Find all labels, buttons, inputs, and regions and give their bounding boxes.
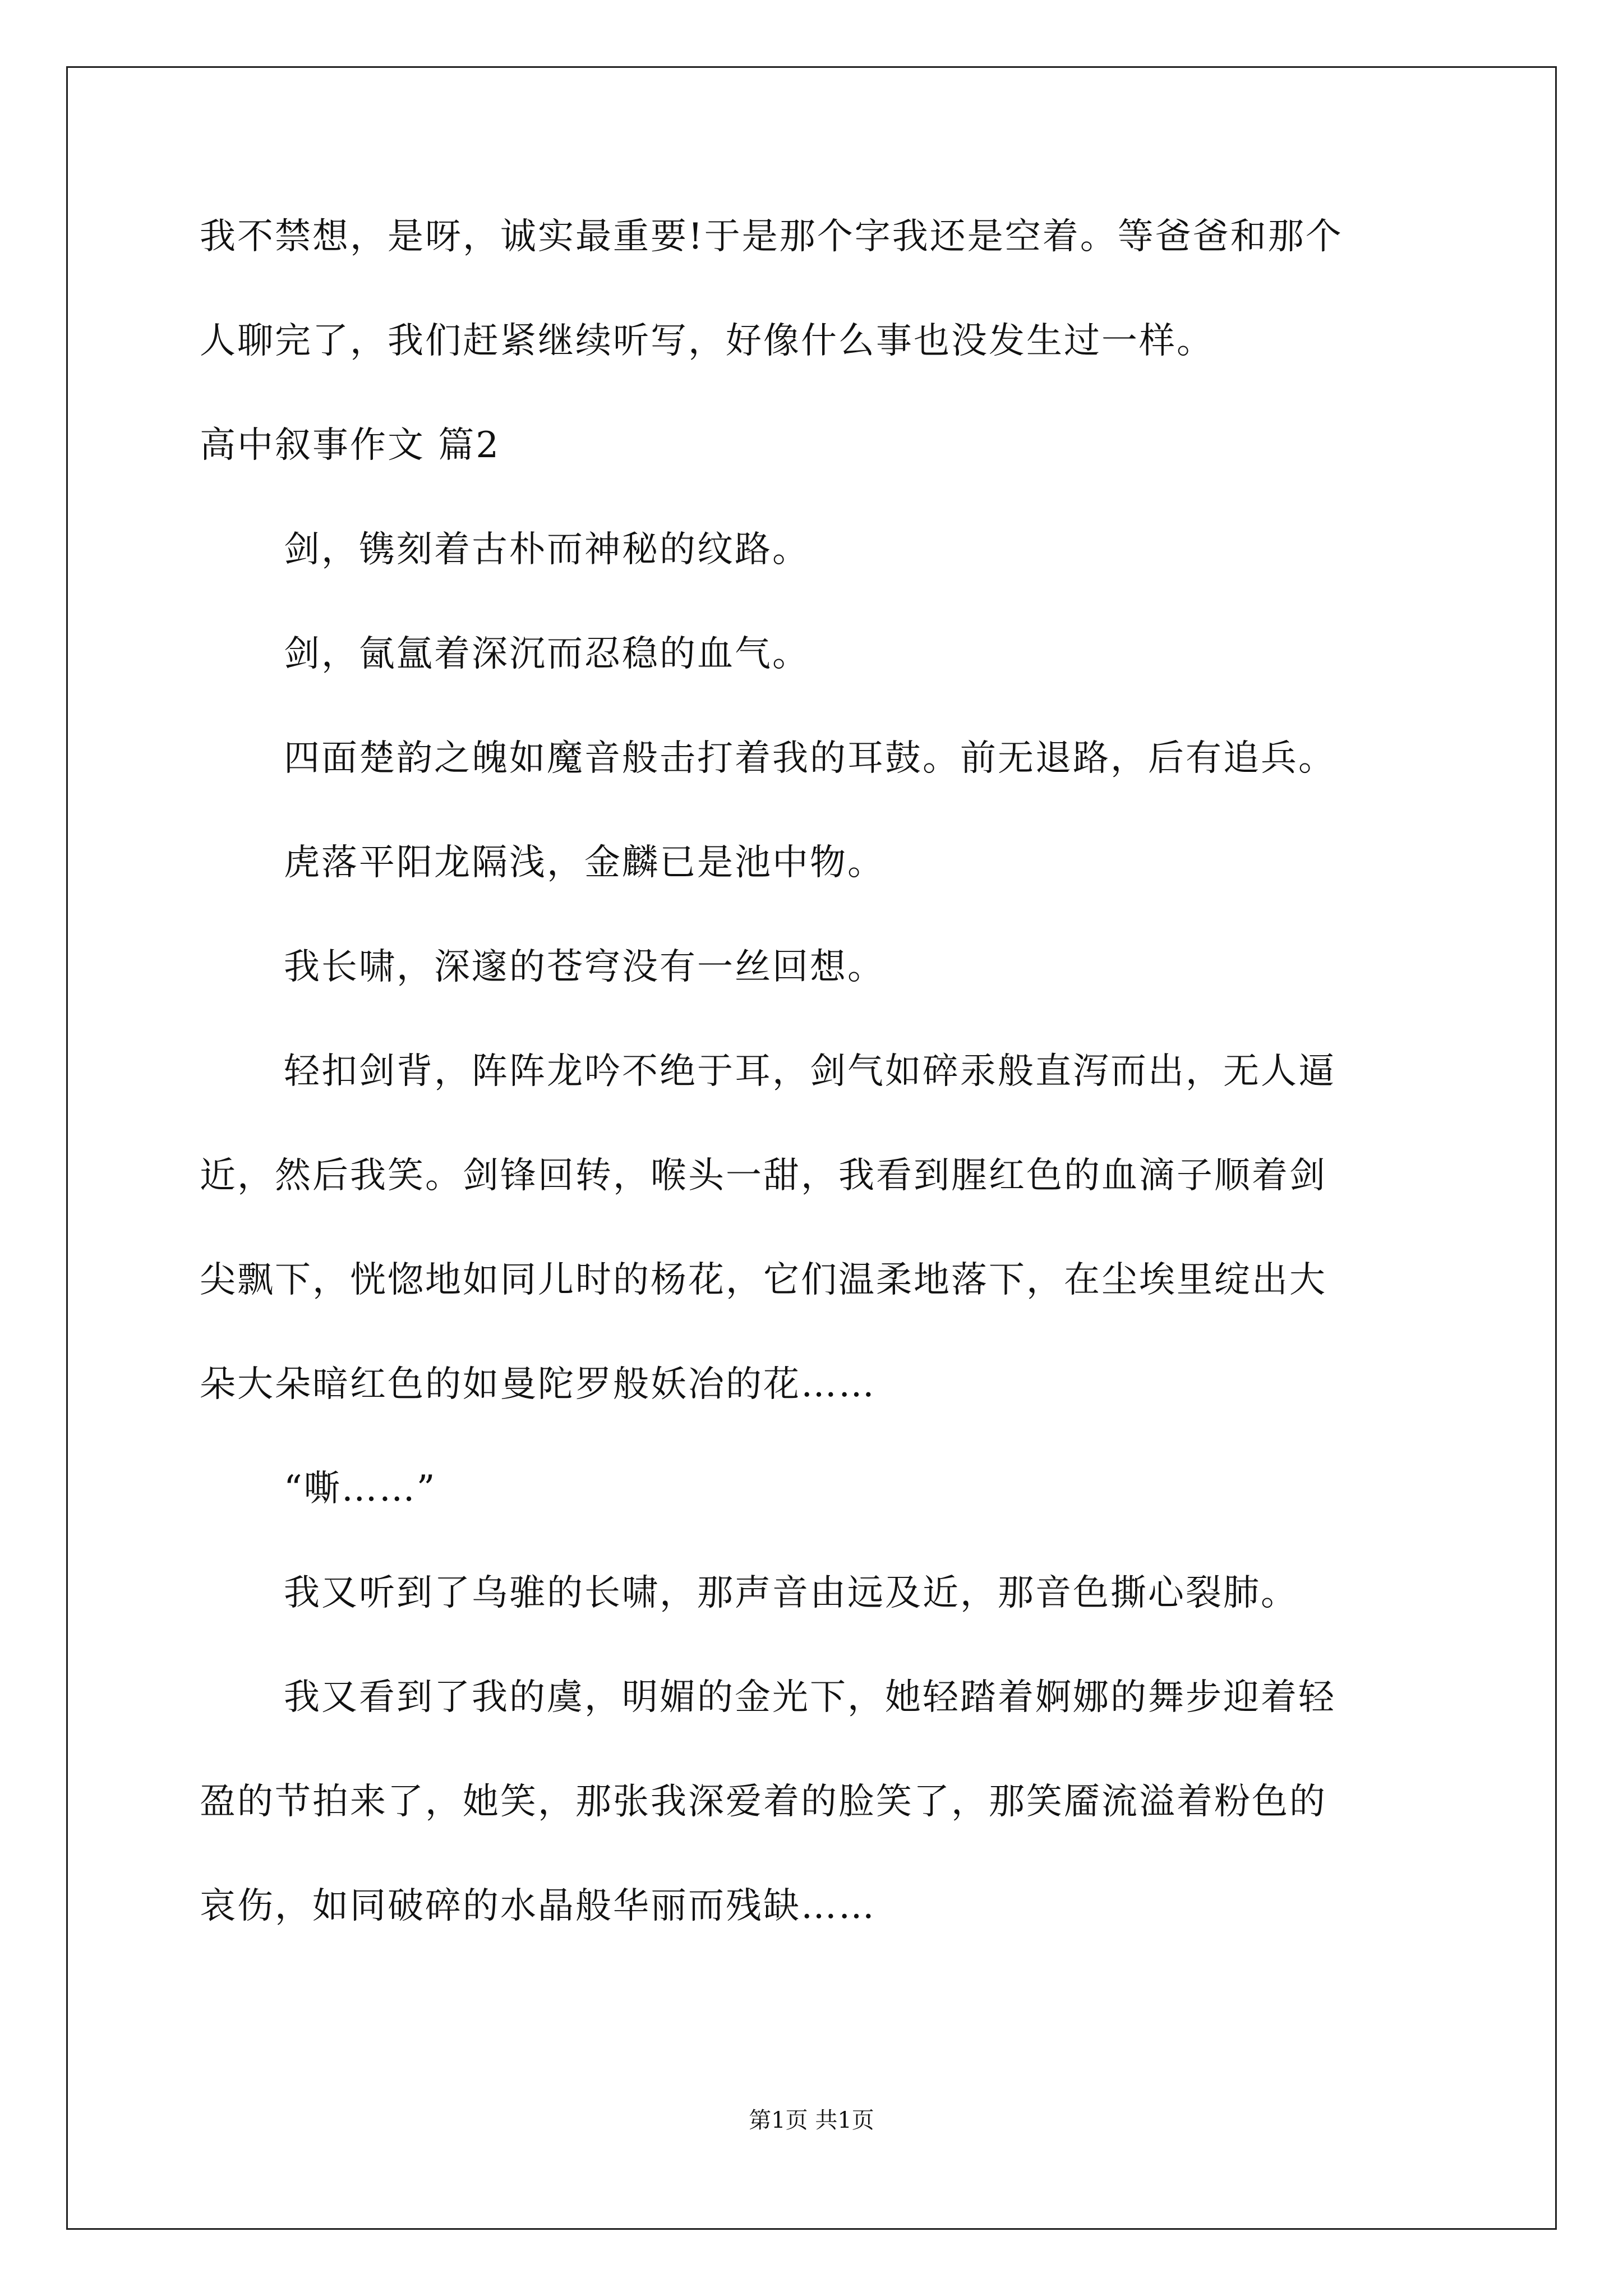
paragraph-line: 尖飘下，恍惚地如同儿时的杨花，它们温柔地落下，在尘埃里绽出大 <box>200 1259 1327 1301</box>
paragraph-line: 哀伤，如同破碎的水晶般华丽而残缺…… <box>200 1885 876 1927</box>
paragraph-line: 盈的节拍来了，她笑，那张我深爱着的脸笑了，那笑靥流溢着粉色的 <box>200 1781 1327 1823</box>
paragraph-line: 剑，镌刻着古朴而神秘的纹路。 <box>284 529 810 570</box>
paragraph-line: 朵大朵暗红色的如曼陀罗般妖冶的花…… <box>200 1364 876 1405</box>
paragraph-line: 剑，氤氲着深沉而忍稳的血气。 <box>284 633 810 675</box>
paragraph-line: 我长啸，深邃的苍穹没有一丝回想。 <box>284 946 885 988</box>
paragraph-line: 我又看到了我的虞，明媚的金光下，她轻踏着婀娜的舞步迎着轻 <box>284 1677 1336 1718</box>
paragraph-line: 虎落平阳龙隔浅，金麟已是池中物。 <box>284 842 885 884</box>
paragraph-line: 人聊完了，我们赶紧继续听写，好像什么事也没发生过一样。 <box>200 320 1214 362</box>
page-number-footer: 第1页 共1页 <box>749 2108 874 2133</box>
paragraph-line: 近，然后我笑。剑锋回转，喉头一甜，我看到腥红色的血滴子顺着剑 <box>200 1155 1327 1197</box>
paragraph-line: 轻扣剑背，阵阵龙吟不绝于耳，剑气如碎汞般直泻而出，无人逼 <box>284 1051 1336 1092</box>
paragraph-line: 四面楚韵之魄如魔音般击打着我的耳鼓。前无退路，后有追兵。 <box>284 738 1336 779</box>
paragraph-line: 我不禁想，是呀，诚实最重要!于是那个字我还是空着。等爸爸和那个 <box>200 216 1343 257</box>
paragraph-line: 我又听到了乌骓的长啸，那声音由远及近，那音色撕心裂肺。 <box>284 1572 1298 1614</box>
paragraph-line: “嘶……” <box>284 1468 437 1510</box>
section-heading: 高中叙事作文 篇2 <box>200 425 501 466</box>
